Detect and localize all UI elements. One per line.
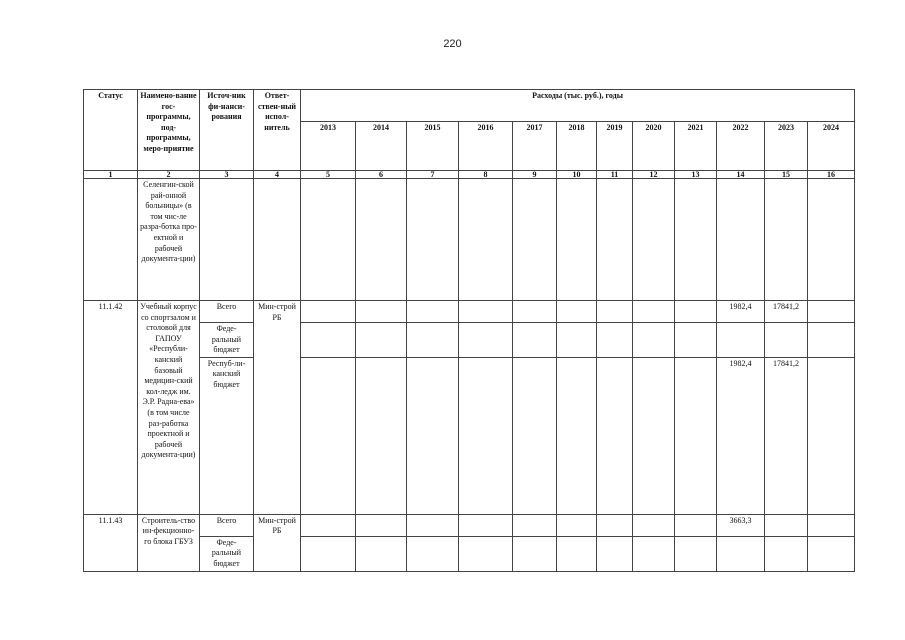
header-year: 2022	[717, 122, 765, 171]
value-2022	[717, 323, 765, 358]
column-number: 8	[459, 171, 513, 179]
header-year: 2018	[557, 122, 597, 171]
column-number: 4	[254, 171, 301, 179]
item-name: Селенгин-ской рай-онной больницы» (в том чис-ле разра-ботка про-ектной и рабочей документа-ции)	[138, 179, 200, 301]
header-year: 2024	[808, 122, 855, 171]
header-year: 2021	[675, 122, 717, 171]
item-name: Учебный корпус со спортзалом и столовой для ГАПОУ «Республи-канский базовый медицин-ский кол-ледж им. Э.Р. Радна-ева» (в том числе раз-работка проектной и рабочей документа-ции)	[138, 301, 200, 515]
table-row	[84, 301, 855, 323]
header-year: 2017	[513, 122, 557, 171]
column-number: 14	[717, 171, 765, 179]
header-year: 2023	[765, 122, 808, 171]
header-year: 2020	[633, 122, 675, 171]
value-2023: 17841,2	[765, 301, 808, 323]
column-number: 3	[200, 171, 254, 179]
item-status: 11.1.43	[84, 514, 138, 571]
header-year: 2019	[597, 122, 633, 171]
column-number: 12	[633, 171, 675, 179]
header-year: 2014	[356, 122, 407, 171]
column-number: 6	[356, 171, 407, 179]
column-number: 13	[675, 171, 717, 179]
header-executor: Ответ-ствен-ный испол-нитель	[254, 90, 301, 171]
funding-source: Всего	[200, 514, 254, 536]
column-number: 7	[407, 171, 459, 179]
funding-source: Всего	[200, 301, 254, 323]
header-name: Наимено-вание гос-программы, под-программы, меро-приятие	[138, 90, 200, 171]
funding-source: Респуб-ли-канский бюджет	[200, 357, 254, 514]
value-2022: 3663,3	[717, 514, 765, 536]
header-status: Статус	[84, 90, 138, 171]
value-2023: 17841,2	[765, 357, 808, 514]
item-status: 11.1.42	[84, 301, 138, 515]
column-number: 16	[808, 171, 855, 179]
column-number: 10	[557, 171, 597, 179]
header-year: 2013	[301, 122, 356, 171]
table-row	[84, 323, 855, 358]
page-number: 220	[443, 38, 462, 50]
funding-source: Феде-ральный бюджет	[200, 323, 254, 358]
table-row	[84, 514, 855, 536]
header-source: Источ-ник фи-нанси-рования	[200, 90, 254, 171]
column-number: 9	[513, 171, 557, 179]
item-executor: Мин-строй РБ	[254, 301, 301, 515]
column-number: 5	[301, 171, 356, 179]
table-row	[84, 179, 855, 301]
expenses-table	[83, 89, 855, 572]
funding-source: Феде-ральный бюджет	[200, 536, 254, 571]
header-expenses: Расходы (тыс. руб.), годы	[301, 90, 855, 122]
value-2023	[765, 536, 808, 571]
value-2023	[765, 323, 808, 358]
column-number: 1	[84, 171, 138, 179]
column-number: 2	[138, 171, 200, 179]
item-executor: Мин-строй РБ	[254, 514, 301, 571]
value-2023	[765, 514, 808, 536]
value-2022: 1982,4	[717, 301, 765, 323]
column-number: 11	[597, 171, 633, 179]
value-2022: 1982,4	[717, 357, 765, 514]
table-row	[84, 536, 855, 571]
header-year: 2016	[459, 122, 513, 171]
value-2022	[717, 536, 765, 571]
header-year: 2015	[407, 122, 459, 171]
item-name: Строитель-ство ин-фекционно-го блока ГБУЗ	[138, 514, 200, 571]
table-row	[84, 357, 855, 514]
column-number: 15	[765, 171, 808, 179]
